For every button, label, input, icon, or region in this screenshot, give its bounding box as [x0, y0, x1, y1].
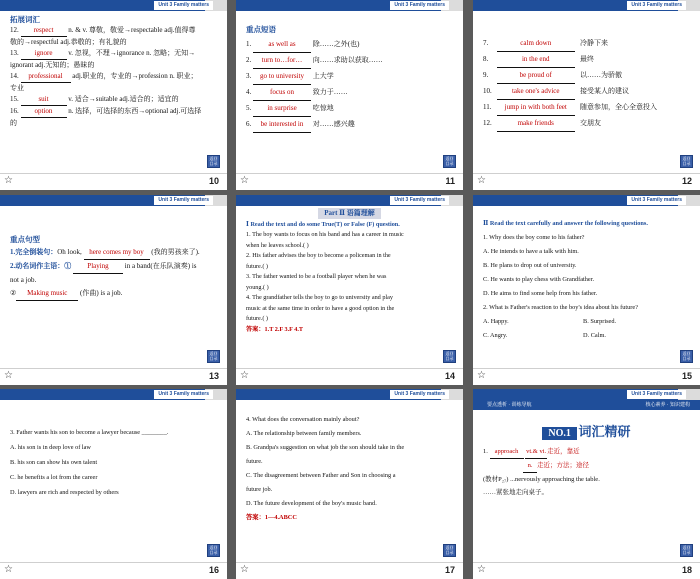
slide-15[interactable]: [473, 195, 700, 385]
back-to-contents-icon[interactable]: 返回 目录: [443, 155, 456, 168]
option-line: A. The relationship between family members.: [246, 430, 362, 437]
option-line: B. He plans to drop out of university.: [483, 262, 577, 269]
slide-14[interactable]: [236, 195, 463, 385]
question-line: future.( ): [246, 315, 268, 322]
page-number: 10: [208, 176, 219, 186]
option-c: C. Angry.: [483, 332, 508, 339]
banner-right-text: 核心素养 · 知识建构: [645, 402, 690, 408]
answer-blank[interactable]: turn to…for…: [253, 53, 311, 69]
star-icon: ☆: [477, 175, 486, 186]
answer-blank[interactable]: in surprise: [253, 101, 311, 117]
section-banner: [473, 400, 700, 410]
star-icon: ☆: [4, 370, 13, 381]
option-a: A. Happy.: [483, 318, 509, 325]
slide-header-stripe: [236, 195, 463, 206]
back-to-contents-icon[interactable]: 返回 目录: [207, 544, 220, 557]
question-line: 3. Father wants his son to become a lawyer because ________.: [10, 429, 169, 436]
option-line: D. lawyers are rich and respected by others: [10, 489, 119, 496]
section-number-badge: NO.1: [542, 427, 577, 440]
page-number: 12: [681, 176, 692, 186]
slide-content: [10, 425, 217, 500]
slide-17[interactable]: [236, 389, 463, 579]
slide-content: [483, 217, 690, 343]
question-line: 2. His father advises the boy to become a policeman in the: [246, 252, 391, 259]
unit-tag: Unit 3 Family matters: [627, 196, 686, 205]
option-line: D. He aims to find some help from his father.: [483, 290, 598, 297]
page-number: 17: [444, 565, 455, 575]
option-line: A. his son is in deep love of law: [10, 444, 91, 451]
answer-blank[interactable]: respect: [21, 25, 67, 37]
answer-text: 答案：1.T 2.F 3.F 4.T: [246, 325, 304, 333]
slide-content: 7. calm down 冷静下来 8. in the end 最终 9. be proud of 以……为骄傲 10. take one's advice 接受某人的建议 11. jump in with both feet 随意参加，全心全意投入 12. make friends 交朋友: [483, 36, 690, 132]
slide-footer: [0, 173, 227, 190]
slide-16[interactable]: [0, 389, 227, 579]
slide-header-stripe: [473, 389, 700, 400]
back-to-contents-icon[interactable]: 返回 目录: [207, 155, 220, 168]
unit-tag: Unit 3 Family matters: [390, 390, 449, 399]
answer-blank[interactable]: approach: [490, 445, 524, 459]
question-line: 3. The father wanted to be a football player when he was: [246, 273, 387, 280]
slide-header-stripe: [0, 195, 227, 206]
slide-footer: [473, 368, 700, 385]
answer-blank[interactable]: go to university: [253, 69, 311, 85]
slide-footer: [236, 368, 463, 385]
answer-blank[interactable]: focus on: [253, 85, 311, 101]
question-line: 4. The grandfather tells the boy to go to university and play: [246, 294, 393, 301]
question-line: 1. Why does the boy come to his father?: [483, 234, 585, 241]
slide-content: [246, 208, 453, 335]
unit-tag: Unit 3 Family matters: [627, 390, 686, 399]
star-icon: ☆: [240, 564, 249, 575]
answer-blank[interactable]: vt.& vi.: [525, 445, 547, 459]
star-icon: ☆: [477, 564, 486, 575]
question-line: young.( ): [246, 283, 269, 291]
page-number: 15: [681, 371, 692, 381]
back-to-contents-icon[interactable]: 返回 目录: [680, 544, 693, 557]
slide-footer: [0, 562, 227, 579]
section-heading: 拓展词汇: [10, 15, 40, 24]
slide-header-stripe: [0, 0, 227, 11]
slide-header-stripe: [236, 0, 463, 11]
answer-blank[interactable]: take one's advice: [497, 84, 575, 100]
slide-18[interactable]: [473, 389, 700, 579]
slide-content: 重点句型 1.完全倒装句：Oh look, here comes my boy (我的男孩来了). 2.动名词作主语：① Playing in a band(在乐队演奏) is not a job. ② Making music (作曲) is a job.: [10, 233, 217, 301]
slide-10[interactable]: [0, 0, 227, 190]
section-heading: 重点句型: [10, 235, 40, 244]
option-line: future.: [246, 458, 263, 465]
option-line: D. The future development of the boy's music band.: [246, 500, 377, 507]
unit-tag: Unit 3 Family matters: [627, 1, 686, 10]
slide-content: 拓展词汇 12. respect n. & v. 尊敬，敬爱→respectable adj.值得尊 敬的→respectful adj.恭敬的；有礼貌的 13. ignore v. 忽视，不理→ignorance n. 忽略；无知→ ignorant adj.无知的；愚昧的 14. professional adj.职业的，专业的→profession n. 职业； 专业 15. suit v. 适合→suitable adj.适合的；适宜的 16. option n. 选择，可选择的东西→optional adj.可选择 的: [10, 14, 217, 129]
unit-tag: Unit 3 Family matters: [154, 196, 213, 205]
slide-13[interactable]: [0, 195, 227, 385]
unit-tag: Unit 3 Family matters: [154, 1, 213, 10]
slide-content: [246, 413, 453, 525]
part-banner: Part Ⅱ 语篇理解: [318, 208, 381, 219]
page-number: 14: [444, 371, 455, 381]
answer-blank[interactable]: make friends: [497, 116, 575, 132]
back-to-contents-icon[interactable]: 返回 目录: [680, 155, 693, 168]
star-icon: ☆: [240, 175, 249, 186]
option-line: B. Grandpa's suggestion on what job the son should take in the: [246, 444, 405, 451]
answer-blank[interactable]: calm down: [497, 36, 575, 52]
answer-blank[interactable]: jump in with both feet: [497, 100, 575, 116]
slide-content: 重点短语 1. as well as 除……之外(也) 2. turn to…for… 向……求助以获取…… 3. go to university 上大学 4. focus on 致力于…… 5. in surprise 吃惊地 6. be interested in 对……感兴趣: [246, 22, 453, 133]
unit-tag: Unit 3 Family matters: [154, 390, 213, 399]
answer-blank[interactable]: as well as: [253, 37, 311, 53]
star-icon: ☆: [4, 564, 13, 575]
example-translation: ……紧张地走向桌子。: [483, 489, 548, 496]
section-heading: 重点短语: [246, 25, 276, 34]
page-number: 18: [681, 565, 692, 575]
question-line: music at the same time in order to have a good option in the: [246, 304, 395, 312]
slide-footer: [0, 368, 227, 385]
slide-header-stripe: [0, 389, 227, 400]
answer-blank[interactable]: ignore: [21, 48, 67, 60]
slide-content: NO.1 词汇精研 1. approach vt.& vi.走近，靠近 n. 走近；方法；途径 (教材P₂₇) ...nervously approaching the table. ……紧张地走向桌子。: [483, 425, 690, 499]
answer-blank[interactable]: be interested in: [253, 117, 311, 133]
slide-11[interactable]: [236, 0, 463, 190]
slide-footer: [236, 562, 463, 579]
answer-blank[interactable]: Making music: [16, 287, 78, 301]
back-to-contents-icon[interactable]: 返回 目录: [207, 350, 220, 363]
question-line: 1. The boy wants to focus on his band and has a career in music: [246, 231, 404, 238]
answer-blank[interactable]: here comes my boy: [84, 246, 150, 260]
page-number: 11: [445, 176, 455, 186]
slide-footer: [236, 173, 463, 190]
back-to-contents-icon[interactable]: 返回 目录: [680, 350, 693, 363]
option-line: C. The disagreement between Father and Son in choosing a: [246, 472, 396, 479]
question-heading: Ⅱ Read the text carefully and answer the following questions.: [483, 220, 648, 227]
answer-blank[interactable]: professional: [21, 71, 71, 83]
slide-header-stripe: [473, 195, 700, 206]
question-heading: Ⅰ Read the text and do some True(T) or False (F) question.: [246, 220, 400, 228]
option-line: C. He wants to play chess with Grandfather.: [483, 276, 595, 283]
banner-left-text: 要点透析 · 训练导航: [487, 402, 532, 408]
answer-blank[interactable]: in the end: [497, 52, 575, 68]
option-line: B. his son can show his own talent: [10, 459, 98, 466]
answer-blank[interactable]: option: [21, 106, 67, 118]
question-line: 2. What is Father's reaction to the boy's idea about his future?: [483, 304, 638, 311]
page-number: 16: [208, 565, 219, 575]
option-d: D. Calm.: [583, 332, 606, 339]
answer-text: 答案：1—4.ABCC: [246, 514, 297, 521]
star-icon: ☆: [477, 370, 486, 381]
answer-blank[interactable]: be proud of: [497, 68, 575, 84]
back-to-contents-icon[interactable]: 返回 目录: [443, 544, 456, 557]
unit-tag: Unit 3 Family matters: [390, 1, 449, 10]
star-icon: ☆: [240, 370, 249, 381]
slide-header-stripe: [473, 0, 700, 11]
slide-12[interactable]: [473, 0, 700, 190]
option-line: C. he benefits a lot from the career: [10, 474, 98, 481]
section-title: 词汇精研: [578, 424, 631, 439]
slide-header-stripe: [236, 389, 463, 400]
answer-blank[interactable]: n.: [523, 459, 537, 473]
answer-blank[interactable]: suit: [21, 94, 67, 106]
option-line: future job.: [246, 486, 273, 493]
answer-blank[interactable]: Playing: [73, 260, 123, 274]
question-line: future.( ): [246, 262, 268, 270]
question-line: 4. What does the conversation mainly about?: [246, 416, 360, 423]
slide-footer: [473, 173, 700, 190]
question-line: when he leaves school.( ): [246, 241, 309, 249]
page-number: 13: [208, 371, 219, 381]
back-to-contents-icon[interactable]: 返回 目录: [443, 350, 456, 363]
slide-footer: [473, 562, 700, 579]
unit-tag: Unit 3 Family matters: [390, 196, 449, 205]
star-icon: ☆: [4, 175, 13, 186]
option-line: A. He intends to have a talk with him.: [483, 248, 579, 255]
option-b: B. Surprised.: [583, 318, 617, 325]
